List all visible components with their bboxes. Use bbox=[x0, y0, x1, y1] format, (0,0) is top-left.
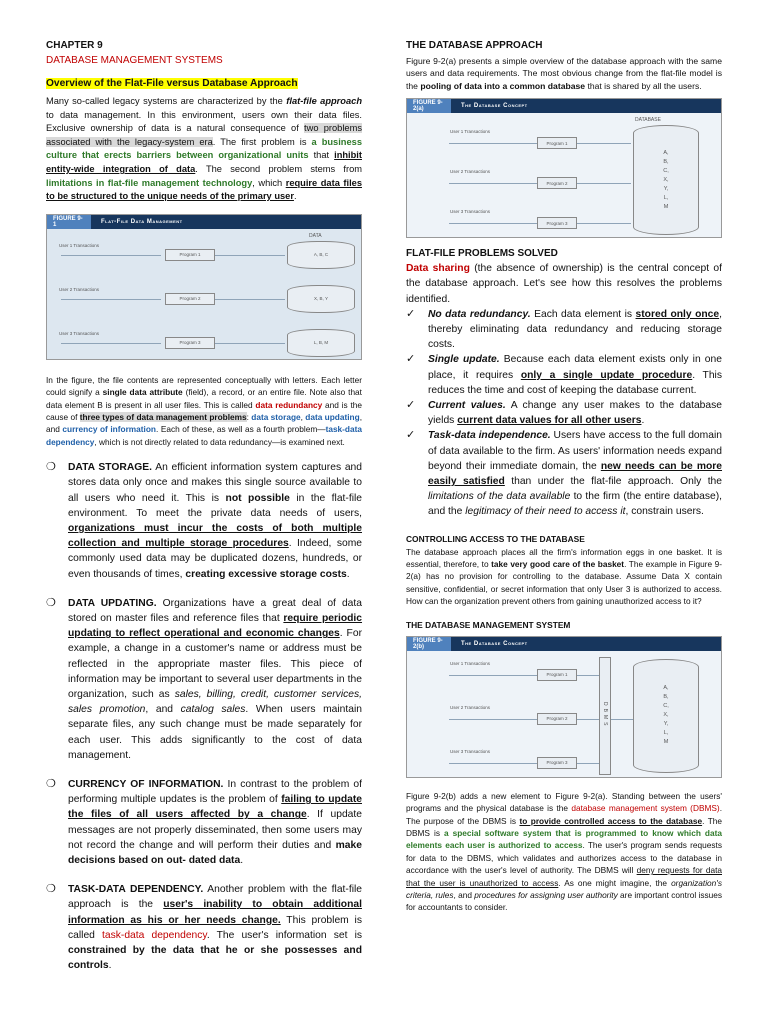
chapter-title: DATABASE MANAGEMENT SYSTEMS bbox=[46, 55, 223, 66]
left-column bbox=[46, 40, 362, 973]
check-item-current-values: ✓ Current values. A change any user makes to the database yields current data values for all other users. bbox=[406, 398, 722, 428]
data-label: DATA bbox=[309, 232, 322, 239]
check-icon: ✓ bbox=[406, 399, 416, 412]
check-item-no-redundancy: ✓ No data redundancy. Each data element is stored only once, thereby eliminating data redundancy and reducing storage costs. bbox=[406, 307, 722, 353]
check-icon: ✓ bbox=[406, 353, 416, 366]
controlling-access-heading: CONTROLLING ACCESS TO THE DATABASE bbox=[406, 533, 585, 544]
user-label: User 2 Transactions bbox=[449, 169, 491, 175]
database-cylinder: A, B, C, X, Y, L, M bbox=[633, 659, 699, 773]
list-item-data-storage: ❍ DATA STORAGE. An efficient information system captures and stores data only once and makes this single source available to all users who need it. This is not possible in the flat-file environment. To meet the private data needs of users, organizations must incur the costs of both multiple collection and multiple storage procedures. Indeed, some commonly used data may be duplicated dozens, hundreds, or even thousands of times, creating excessive storage costs. bbox=[46, 460, 362, 582]
figure-explanation: In the figure, the file contents are represented conceptually with letters. Each letter could signify a single data attribute (field), a record, or an entire file. Note also that data element B is present in all user files. This is called data redundancy and is the cause of three types of data management problems: data storage, data updating, and currency of information. Each of these, as well as a fourth problem—task-data dependency, which is not directly related to data redundancy—is examined next. bbox=[46, 374, 362, 447]
check-item-single-update: ✓ Single update. Because each data element exists only in one place, it requires only a single update procedure. This reduces the time and cost of keeping the database current. bbox=[406, 352, 722, 398]
dbms-heading: THE DATABASE MANAGEMENT SYSTEM bbox=[406, 619, 571, 630]
circle-bullet-icon: ❍ bbox=[46, 883, 56, 896]
chapter-label: CHAPTER 9 bbox=[46, 40, 103, 51]
data-file: A, B, C bbox=[287, 241, 355, 269]
user-label: User 3 Transactions bbox=[58, 330, 100, 336]
figure-title: The Database Concept bbox=[461, 640, 528, 647]
figure-9-1 bbox=[46, 214, 362, 360]
check-icon: ✓ bbox=[406, 429, 416, 442]
figure-number: FIGURE 9-1 bbox=[47, 215, 91, 229]
problems-solved-intro: Data sharing (the absence of ownership) is the central concept of the database approach. Let's see how this resolves the problems identified. bbox=[406, 263, 722, 305]
figure-number: FIGURE 9-2(b) bbox=[407, 637, 451, 651]
user-label: User 3 Transactions bbox=[449, 748, 491, 754]
program-box: Program 3 bbox=[537, 757, 577, 769]
user-label: User 1 Transactions bbox=[449, 129, 491, 135]
user-label: User 2 Transactions bbox=[58, 286, 100, 292]
program-box: Program 2 bbox=[537, 177, 577, 189]
right-column bbox=[406, 40, 722, 914]
overview-heading: Overview of the Flat-File versus Database Approach bbox=[46, 78, 298, 89]
dbms-box: DBMS bbox=[599, 657, 611, 775]
figure-title: Flat-File Data Management bbox=[101, 218, 183, 225]
program-box: Program 3 bbox=[165, 337, 215, 349]
controlling-access-paragraph: The database approach places all the firm's information eggs in one basket. It is essential, therefore, to take very good care of the basket. The example in Figure 9-2(a) has no provision for controlling to the database. Assume Data X contain sensitive, confidential, or secret information that only User 3 is authorized to access. How can the organization prevent others from gaining unauthorized access to it? bbox=[406, 546, 722, 607]
list-item-task-data: ❍ TASK-DATA DEPENDENCY. Another problem with the flat-file approach is the user's inability to obtain additional information as his or her needs change. This problem is called task-data dependency. The user's information set is constrained by the data that he or she possesses and controls. bbox=[46, 882, 362, 973]
data-file: X, B, Y bbox=[287, 285, 355, 313]
overview-paragraph: Many so-called legacy systems are characterized by the flat-file approach to data management. In this environment, users own their data files. Exclusive ownership of data is a natural consequence of two problems associated with the legacy-system era. The first problem is a business culture that erects barriers between organizational units that inhibit entity-wide integration of data. The second problem stems from limitations in flat-file management technology, which require data files to be structured to the unique needs of the primary user. bbox=[46, 96, 363, 202]
database-approach-paragraph: Figure 9-2(a) presents a simple overview of the database approach with the same users and data requirements. The most obvious change from the flat-file model is the pooling of data into a common database that is shared by all the users. bbox=[406, 56, 722, 91]
user-label: User 3 Transactions bbox=[449, 209, 491, 215]
figure-title: The Database Concept bbox=[461, 103, 528, 110]
database-cylinder: A, B, C, X, Y, L, M bbox=[633, 125, 699, 235]
circle-bullet-icon: ❍ bbox=[46, 596, 56, 609]
figure-number: FIGURE 9-2(a) bbox=[407, 99, 451, 113]
check-item-task-data-independence: ✓ Task-data independence. Users have access to the full domain of data available to the firm. As users' information needs expand beyond their immediate domain, the new needs can be more easily satisfied than under the flat-file approach. Only the limitations of the data available to the firm (the entire database), and the legitimacy of their need to access it, constrain users. bbox=[406, 428, 722, 519]
list-item-data-updating: ❍ DATA UPDATING. Organizations have a great deal of data stored on master files and reference files that require periodic updating to reflect operational and economic changes. For example, a change in a customer's name or address must be reflected in the appropriate master files. This piece of information may be important to several user departments in the organization, such as sales, billing, credit, customer services, sales promotion, and catalog sales. When users maintain separate files, any such change must be made separately for each user. This adds significantly to the cost of data management. bbox=[46, 596, 362, 763]
dbms-paragraph: Figure 9-2(b) adds a new element to Figure 9-2(a). Standing between the users' programs and the physical database is the database management system (DBMS). The purpose of the DBMS is to provide controlled access to the database. The DBMS is a special software system that is programmed to know which data elements each user is authorized to access. The user's program sends requests for data to the DBMS, which validates and authorizes access to the database in accordance with the user's level of authority. The DBMS will deny requests for data that the user is unauthorized to access. As one might imagine, the organization's criteria, rules, and procedures for assigning user authority are important control issues for accountants to consider. bbox=[406, 790, 722, 913]
data-file: L, B, M bbox=[287, 329, 355, 357]
list-item-currency: ❍ CURRENCY OF INFORMATION. In contrast to the problem of performing multiple updates is the problem of failing to update the files of all users affected by a change. If update messages are not properly disseminated, then some users may not record the change and will perform their duties and make decisions based on out- dated data. bbox=[46, 777, 362, 868]
user-label: User 2 Transactions bbox=[449, 704, 491, 710]
user-label: User 1 Transactions bbox=[58, 242, 100, 248]
database-approach-heading: THE DATABASE APPROACH bbox=[406, 40, 543, 51]
program-box: Program 2 bbox=[165, 293, 215, 305]
circle-bullet-icon: ❍ bbox=[46, 778, 56, 791]
program-box: Program 1 bbox=[165, 249, 215, 261]
problems-solved-heading: FLAT-FILE PROBLEMS SOLVED bbox=[406, 248, 558, 260]
circle-bullet-icon: ❍ bbox=[46, 461, 56, 474]
program-box: Program 2 bbox=[537, 713, 577, 725]
figure-9-2a bbox=[406, 98, 722, 238]
figure-9-2b bbox=[406, 636, 722, 778]
program-box: Program 3 bbox=[537, 217, 577, 229]
program-box: Program 1 bbox=[537, 137, 577, 149]
database-label: DATABASE bbox=[635, 117, 661, 124]
program-box: Program 1 bbox=[537, 669, 577, 681]
user-label: User 1 Transactions bbox=[449, 660, 491, 666]
check-icon: ✓ bbox=[406, 307, 416, 320]
